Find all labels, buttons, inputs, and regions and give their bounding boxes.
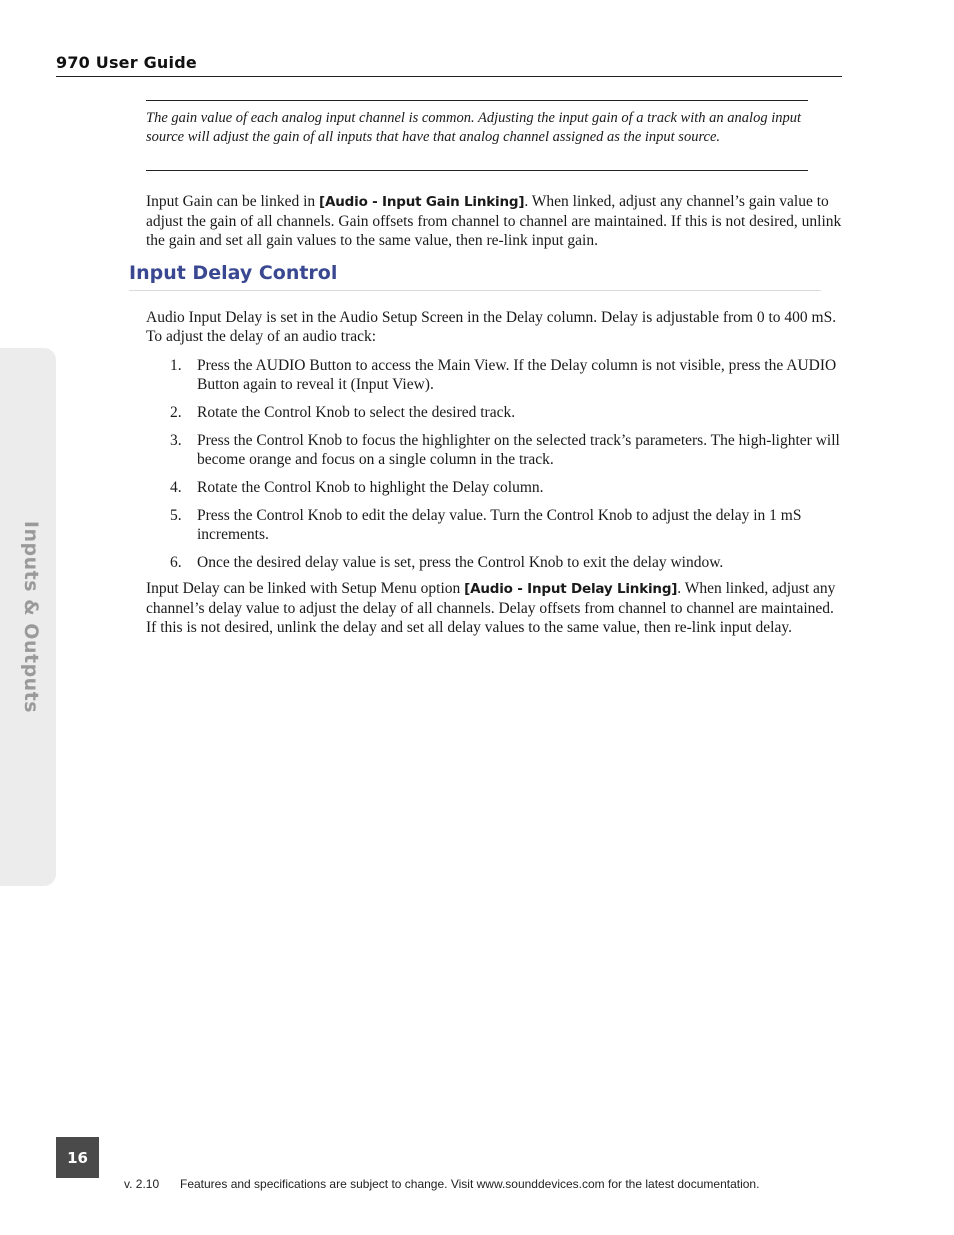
gain-paragraph-before: Input Gain can be linked in [146, 193, 320, 210]
page-number: 16 [56, 1137, 99, 1178]
gain-paragraph-after: . When linked, adjust any channel’s gain value to adjust the gain of all channels. Gain offsets from channel to channel are maintained. If this is not desired, unlink the gain and set all gain values to the same value, then re-link input gain. [146, 193, 842, 249]
delay-paragraph-after: . When linked, adjust any channel’s delay value to adjust the delay of all channels. Delay offsets from channel to channel are maintained. If this is not desired, unlink the delay and set all delay values to the same value, then re-link input delay. [146, 580, 836, 636]
step-number: 4. [170, 479, 182, 496]
header-divider [56, 76, 842, 77]
chapter-tab-label: Inputs & Outputs [20, 520, 42, 714]
delay-steps-list [146, 356, 842, 581]
list-item [146, 403, 842, 422]
section-heading: Input Delay Control [129, 262, 338, 284]
note-text: The gain value of each analog input channel is common. Adjusting the input gain of a track with an analog input source will adjust the gain of all inputs that have that analog channel assigned as the input source. [146, 110, 801, 145]
step-text: Rotate the Control Knob to highlight the Delay column. [197, 479, 544, 496]
delay-intro-paragraph: Audio Input Delay is set in the Audio Setup Screen in the Delay column. Delay is adjustable from 0 to 400 mS. To adjust the delay of an audio track: [146, 309, 837, 345]
footer [124, 1177, 759, 1191]
gain-linking-paragraph [146, 192, 842, 250]
step-text: Once the desired delay value is set, press the Control Knob to exit the delay window. [197, 554, 724, 571]
step-text: Press the Control Knob to edit the delay value. Turn the Control Knob to adjust the delay in 1 mS increments. [197, 507, 802, 543]
step-text: Rotate the Control Knob to select the desired track. [197, 404, 516, 421]
section-divider [129, 290, 821, 291]
step-number: 2. [170, 404, 182, 421]
list-item [146, 431, 842, 469]
list-item [146, 356, 842, 394]
step-number: 5. [170, 507, 182, 524]
step-number: 6. [170, 554, 182, 571]
footer-version: v. 2.10 [124, 1177, 160, 1191]
step-number: 3. [170, 432, 182, 449]
delay-linking-menu-ref: [Audio - Input Delay Linking] [464, 581, 678, 597]
document-header-title: 970 User Guide [56, 53, 197, 72]
list-item [146, 506, 842, 544]
step-text: Press the Control Knob to focus the highlighter on the selected track’s parameters. The high-lighter will become orange and focus on a single column in the track. [197, 432, 840, 468]
step-text: Press the AUDIO Button to access the Main View. If the Delay column is not visible, press the AUDIO Button again to reveal it (Input View). [197, 357, 837, 393]
step-number: 1. [170, 357, 182, 374]
note-box [146, 100, 808, 171]
delay-linking-paragraph [146, 579, 842, 637]
list-item [146, 478, 842, 497]
list-item [146, 553, 842, 572]
delay-paragraph-before: Input Delay can be linked with Setup Menu option [146, 580, 465, 597]
gain-linking-menu-ref: [Audio - Input Gain Linking] [319, 194, 525, 210]
footer-notice: Features and specifications are subject to change. Visit www.sounddevices.com for the latest documentation. [180, 1177, 760, 1191]
